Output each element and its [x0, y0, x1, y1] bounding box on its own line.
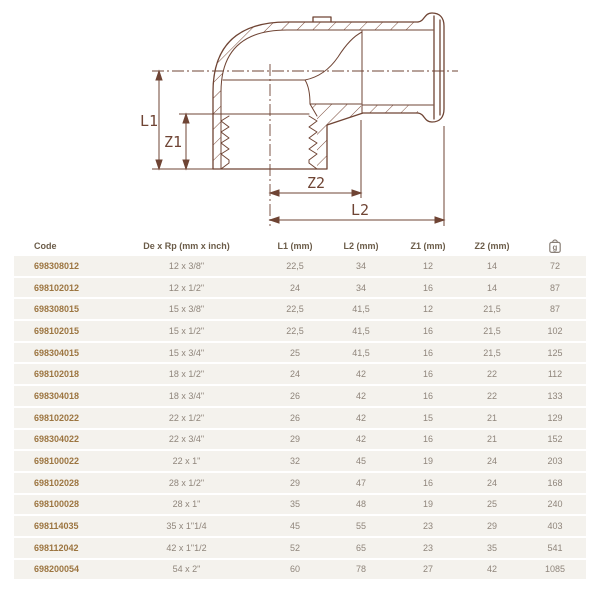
cell-size: 42 x 1"1/2 [109, 538, 264, 558]
column-header-code: Code [14, 238, 109, 254]
cell-z1: 16 [396, 430, 460, 450]
cell-weight: 102 [524, 321, 586, 341]
cell-weight: 403 [524, 516, 586, 536]
cell-weight: 168 [524, 473, 586, 493]
cell-z1: 16 [396, 343, 460, 363]
dimension-Z1 [183, 114, 189, 169]
cell-l1: 45 [264, 516, 326, 536]
column-header-size: De x Rp (mm x inch) [109, 238, 264, 254]
cell-size: 15 x 3/8" [109, 299, 264, 319]
cell-size: 35 x 1"1/4 [109, 516, 264, 536]
table-row [14, 343, 586, 363]
cell-z2: 21,5 [460, 343, 524, 363]
cell-size: 22 x 3/4" [109, 430, 264, 450]
cell-z1: 16 [396, 321, 460, 341]
cell-l1: 24 [264, 278, 326, 298]
cell-z2: 22 [460, 364, 524, 384]
cell-z1: 19 [396, 495, 460, 515]
cell-z2: 35 [460, 538, 524, 558]
cell-code: 698308015 [14, 299, 109, 319]
cell-code: 698100022 [14, 451, 109, 471]
table-row [14, 560, 586, 580]
cell-l2: 42 [326, 408, 396, 428]
column-header-l1: L1 (mm) [264, 238, 326, 254]
cell-z2: 22 [460, 386, 524, 406]
cell-code: 698304022 [14, 430, 109, 450]
table-row [14, 256, 586, 276]
cell-size: 18 x 3/4" [109, 386, 264, 406]
cell-size: 18 x 1/2" [109, 364, 264, 384]
cell-size: 12 x 3/8" [109, 256, 264, 276]
cell-z1: 15 [396, 408, 460, 428]
cell-z1: 16 [396, 386, 460, 406]
column-header-z2: Z2 (mm) [460, 238, 524, 254]
cell-z1: 12 [396, 256, 460, 276]
table-row [14, 364, 586, 384]
cell-z2: 21,5 [460, 321, 524, 341]
cell-l1: 29 [264, 430, 326, 450]
table-row [14, 495, 586, 515]
cell-z2: 21 [460, 408, 524, 428]
cell-code: 698102015 [14, 321, 109, 341]
cell-z1: 19 [396, 451, 460, 471]
cell-weight: 112 [524, 364, 586, 384]
cell-l1: 25 [264, 343, 326, 363]
cell-z2: 14 [460, 256, 524, 276]
cell-weight: 1085 [524, 560, 586, 580]
cell-weight: 541 [524, 538, 586, 558]
cell-code: 698102012 [14, 278, 109, 298]
cell-weight: 203 [524, 451, 586, 471]
cell-l2: 41,5 [326, 299, 396, 319]
cell-l1: 26 [264, 386, 326, 406]
cell-l1: 24 [264, 364, 326, 384]
table-row [14, 321, 586, 341]
table-row [14, 430, 586, 450]
column-header-z1: Z1 (mm) [396, 238, 460, 254]
column-header-weight [524, 238, 586, 254]
table-row [14, 386, 586, 406]
cell-weight: 72 [524, 256, 586, 276]
cell-l2: 48 [326, 495, 396, 515]
cell-l1: 22,5 [264, 256, 326, 276]
hatched-walls [213, 22, 418, 169]
cell-l2: 47 [326, 473, 396, 493]
cell-size: 54 x 2" [109, 560, 264, 580]
cell-size: 28 x 1" [109, 495, 264, 515]
cell-l2: 34 [326, 256, 396, 276]
cell-code: 698102028 [14, 473, 109, 493]
cell-weight: 87 [524, 299, 586, 319]
cell-z2: 21,5 [460, 299, 524, 319]
fitting-spec-table [14, 236, 586, 581]
table-row [14, 516, 586, 536]
cell-z1: 27 [396, 560, 460, 580]
cell-size: 15 x 3/4" [109, 343, 264, 363]
cell-code: 698102018 [14, 364, 109, 384]
cell-z1: 16 [396, 278, 460, 298]
cell-z1: 23 [396, 516, 460, 536]
cell-l2: 34 [326, 278, 396, 298]
table-body [14, 256, 586, 579]
cell-l2: 41,5 [326, 343, 396, 363]
table-row [14, 408, 586, 428]
cell-code: 698200054 [14, 560, 109, 580]
cell-l1: 26 [264, 408, 326, 428]
column-header-l2: L2 (mm) [326, 238, 396, 254]
cell-z2: 29 [460, 516, 524, 536]
cell-l2: 42 [326, 364, 396, 384]
label-L2: L2 [351, 201, 370, 219]
cell-l1: 35 [264, 495, 326, 515]
cell-weight: 87 [524, 278, 586, 298]
cell-code: 698114035 [14, 516, 109, 536]
cell-z2: 14 [460, 278, 524, 298]
cell-z1: 16 [396, 364, 460, 384]
cell-l2: 42 [326, 386, 396, 406]
table-row [14, 451, 586, 471]
table-row [14, 278, 586, 298]
cell-size: 22 x 1" [109, 451, 264, 471]
cell-code: 698304015 [14, 343, 109, 363]
table-row [14, 473, 586, 493]
cell-l2: 45 [326, 451, 396, 471]
weight-grams-icon [548, 238, 562, 254]
cell-size: 22 x 1/2" [109, 408, 264, 428]
cell-z2: 42 [460, 560, 524, 580]
cell-l2: 42 [326, 430, 396, 450]
cell-z2: 25 [460, 495, 524, 515]
cell-weight: 152 [524, 430, 586, 450]
cell-z1: 12 [396, 299, 460, 319]
cell-z2: 21 [460, 430, 524, 450]
centerlines [152, 64, 458, 226]
cell-l1: 22,5 [264, 321, 326, 341]
cell-code: 698112042 [14, 538, 109, 558]
cell-l1: 22,5 [264, 299, 326, 319]
cell-z1: 16 [396, 473, 460, 493]
cell-l1: 29 [264, 473, 326, 493]
cell-l2: 78 [326, 560, 396, 580]
cell-l2: 55 [326, 516, 396, 536]
cell-weight: 125 [524, 343, 586, 363]
dimension-lines [152, 71, 444, 226]
label-Z1: Z1 [164, 133, 183, 151]
cell-l1: 52 [264, 538, 326, 558]
cell-size: 28 x 1/2" [109, 473, 264, 493]
cell-code: 698308012 [14, 256, 109, 276]
cell-z2: 24 [460, 451, 524, 471]
label-L1: L1 [140, 112, 159, 130]
cell-z1: 23 [396, 538, 460, 558]
table-row [14, 538, 586, 558]
cell-l2: 41,5 [326, 321, 396, 341]
cell-code: 698304018 [14, 386, 109, 406]
cell-size: 12 x 1/2" [109, 278, 264, 298]
cell-size: 15 x 1/2" [109, 321, 264, 341]
cell-l1: 60 [264, 560, 326, 580]
cell-l1: 32 [264, 451, 326, 471]
table-row [14, 299, 586, 319]
label-Z2: Z2 [307, 174, 326, 192]
svg-text:g: g [552, 243, 558, 252]
cell-z2: 24 [460, 473, 524, 493]
table-header [14, 238, 586, 254]
cell-l2: 65 [326, 538, 396, 558]
cell-code: 698100028 [14, 495, 109, 515]
cell-weight: 133 [524, 386, 586, 406]
cell-weight: 240 [524, 495, 586, 515]
cell-weight: 129 [524, 408, 586, 428]
fitting-section-diagram [0, 0, 600, 240]
cell-code: 698102022 [14, 408, 109, 428]
